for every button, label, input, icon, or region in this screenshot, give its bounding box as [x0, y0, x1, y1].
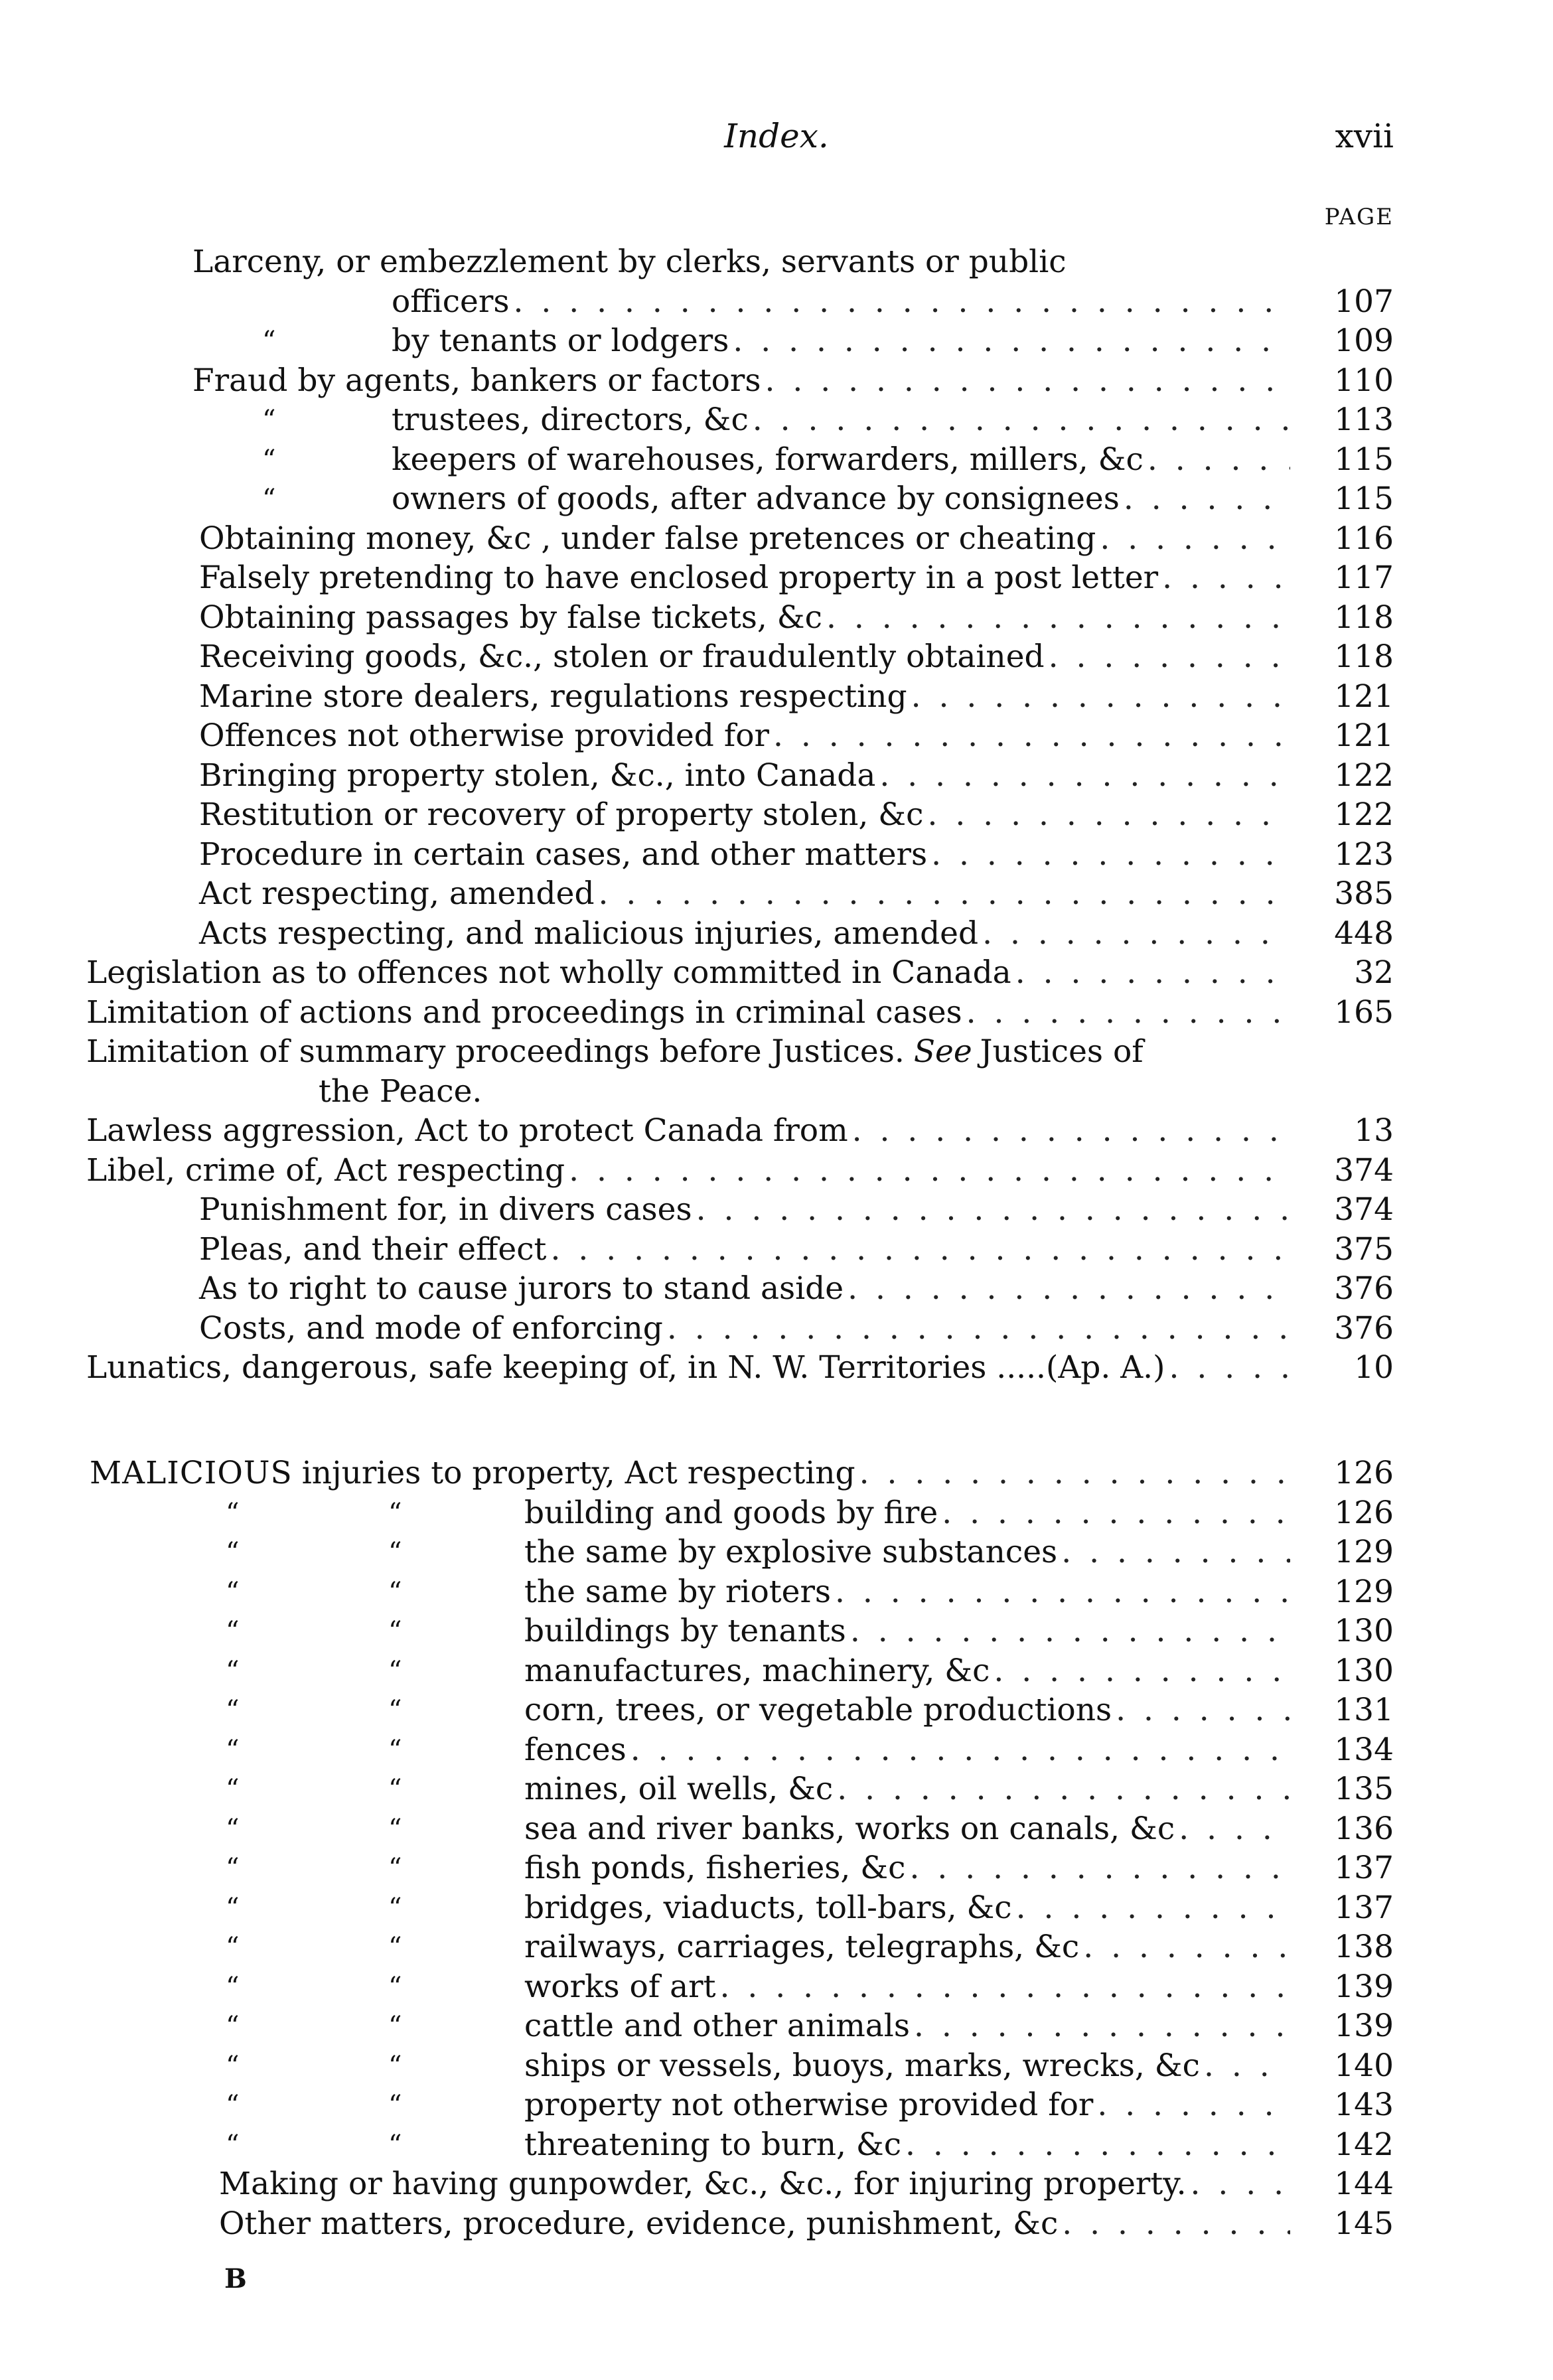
- entry-text: property not otherwise provided for: [524, 2087, 1094, 2123]
- dot-leader: [696, 1190, 1290, 1230]
- index-entry: [199, 519, 1294, 559]
- ditto-mark: “: [226, 1813, 240, 1844]
- ditto-mark: “: [226, 2011, 240, 2042]
- dot-leader: [569, 1151, 1290, 1191]
- entry-text: ships or vessels, buoys, marks, wrecks, &c: [524, 2047, 1200, 2084]
- dot-leader: [1191, 2164, 1290, 2204]
- dot-leader: [1097, 2085, 1290, 2125]
- page-reference: 107: [1334, 283, 1394, 320]
- page-reference: 122: [1334, 796, 1394, 833]
- dot-leader: [942, 1493, 1290, 1533]
- page-reference: 122: [1334, 757, 1394, 794]
- see-reference: See: [913, 1033, 972, 1070]
- ditto-mark: “: [262, 444, 276, 475]
- index-entry: [199, 558, 1294, 598]
- entry-text: Offences not otherwise provided for: [199, 717, 769, 754]
- dot-leader: [1100, 519, 1290, 559]
- malicious-item: [524, 2046, 1294, 2086]
- ditto-mark: “: [226, 1734, 240, 1765]
- malicious-tail-item: [219, 2164, 1294, 2204]
- index-entry: [199, 1309, 1294, 1349]
- index-entry: [319, 1072, 1294, 1112]
- index-entry: [199, 914, 1294, 954]
- dot-leader: [1204, 2046, 1290, 2086]
- index-entry: [199, 1190, 1294, 1230]
- index-entry: [199, 1230, 1294, 1270]
- entry-text: Lawless aggression, Act to protect Canada from: [86, 1112, 848, 1149]
- entry-text: cattle and other animals: [524, 2008, 910, 2044]
- ditto-mark: “: [226, 1853, 240, 1884]
- ditto-mark: “: [388, 1892, 402, 1923]
- entry-text: Fraud by agents, bankers or factors: [192, 362, 761, 399]
- page-reference: 10: [1354, 1349, 1394, 1386]
- dot-leader: [1179, 1809, 1290, 1849]
- malicious-item: [524, 2085, 1294, 2125]
- page-reference: 135: [1334, 1771, 1394, 1807]
- index-entry: [199, 598, 1294, 638]
- page-reference: 126: [1334, 1494, 1394, 1531]
- malicious-item: [524, 1611, 1294, 1651]
- page-reference: 144: [1334, 2166, 1394, 2202]
- page-reference: 139: [1334, 2008, 1394, 2044]
- entry-text: Limitation of summary proceedings before Justices.: [86, 1033, 905, 1070]
- entry-text: threatening to burn, &c: [524, 2126, 902, 2163]
- entry-text: Falsely pretending to have enclosed property in a post letter: [199, 559, 1159, 596]
- page-reference: 129: [1334, 1534, 1394, 1570]
- ditto-mark: “: [388, 1734, 402, 1765]
- page-reference: 374: [1334, 1191, 1394, 1228]
- ditto-mark: “: [226, 2090, 240, 2120]
- dot-leader: [1169, 1348, 1290, 1388]
- malicious-item: [524, 1769, 1294, 1809]
- entry-text: manufactures, machinery, &c: [524, 1652, 990, 1689]
- malicious-item: [524, 1730, 1294, 1770]
- entry-text: works of art: [524, 1968, 716, 2005]
- ditto-mark: “: [226, 1971, 240, 2002]
- entry-text: Receiving goods, &c., stolen or fraudulently obtained: [199, 638, 1045, 675]
- page-reference: 134: [1334, 1731, 1394, 1768]
- index-entry: [199, 677, 1294, 717]
- dot-leader: [859, 1453, 1290, 1493]
- page-column-label: PAGE: [1324, 204, 1394, 230]
- page-reference: 130: [1334, 1613, 1394, 1649]
- index-entry: [199, 756, 1294, 796]
- page-reference: 131: [1334, 1692, 1394, 1728]
- dot-leader: [852, 1111, 1290, 1151]
- running-title: Index.: [724, 117, 829, 155]
- entry-text: Bringing property stolen, &c., into Canada: [199, 757, 876, 794]
- dot-leader: [911, 677, 1290, 717]
- index-entry: [199, 637, 1294, 677]
- ditto-mark: “: [226, 1576, 240, 1607]
- dot-leader: [773, 716, 1290, 756]
- entry-text: Lunatics, dangerous, safe keeping of, in N. W. Territories .....(Ap. A.): [86, 1349, 1165, 1386]
- ditto-mark: “: [388, 1971, 402, 2002]
- page-reference: 165: [1334, 994, 1394, 1031]
- index-entry: [192, 242, 1294, 282]
- dot-leader: [1049, 637, 1290, 677]
- malicious-tail-item: [219, 2204, 1294, 2244]
- dot-leader: [1147, 440, 1290, 480]
- dot-leader: [850, 1611, 1290, 1651]
- ditto-mark: “: [388, 1813, 402, 1844]
- page-reference: 13: [1354, 1112, 1394, 1149]
- dot-leader: [982, 914, 1290, 954]
- entry-text: Marine store dealers, regulations respecting: [199, 678, 907, 715]
- ditto-mark: “: [388, 1616, 402, 1647]
- page-reference: 145: [1334, 2205, 1394, 2242]
- dot-leader: [1015, 953, 1290, 993]
- ditto-mark: “: [226, 2050, 240, 2081]
- entry-text: fish ponds, fisheries, &c: [524, 1850, 906, 1886]
- entry-text: Legislation as to offences not wholly committed in Canada: [86, 954, 1011, 991]
- page-reference: 123: [1334, 836, 1394, 873]
- entry-text: Pleas, and their effect: [199, 1230, 547, 1268]
- entry-text: railways, carriages, telegraphs, &c: [524, 1929, 1080, 1965]
- entry-text: Costs, and mode of enforcing: [199, 1309, 663, 1347]
- entry-text: As to right to cause jurors to stand aside: [199, 1270, 844, 1307]
- dot-leader: [1116, 1690, 1290, 1730]
- dot-leader: [720, 1967, 1290, 2007]
- dot-leader: [733, 321, 1290, 361]
- dot-leader: [909, 1848, 1290, 1888]
- malicious-item: [524, 1848, 1294, 1888]
- entry-text: Limitation of actions and proceedings in criminal cases: [86, 994, 962, 1031]
- page-reference: 137: [1334, 1889, 1394, 1926]
- ditto-mark: “: [388, 1537, 402, 1568]
- index-entry: [392, 440, 1294, 480]
- dot-leader: [1016, 1888, 1290, 1928]
- page-reference: 126: [1334, 1455, 1394, 1491]
- entry-text: the same by rioters: [524, 1573, 832, 1610]
- page-reference: 109: [1334, 323, 1394, 359]
- index-entry: [392, 400, 1294, 440]
- dot-leader: [994, 1651, 1290, 1691]
- page-reference: 143: [1334, 2087, 1394, 2123]
- index-entry: [199, 835, 1294, 875]
- ditto-mark: “: [388, 2050, 402, 2081]
- ditto-mark: “: [262, 405, 276, 435]
- malicious-item: [524, 1967, 1294, 2007]
- page-reference: 448: [1334, 915, 1394, 952]
- entry-text: Making or having gunpowder, &c., &c., for injuring property.: [219, 2166, 1187, 2202]
- malicious-item: [524, 1690, 1294, 1730]
- page-reference: 142: [1334, 2126, 1394, 2163]
- page-reference: 115: [1334, 441, 1394, 478]
- index-entry: [199, 795, 1294, 835]
- dot-leader: [765, 361, 1290, 401]
- malicious-item: [524, 1888, 1294, 1928]
- dot-leader: [1061, 1532, 1290, 1572]
- entry-text: owners of goods, after advance by consignees: [392, 481, 1120, 517]
- dot-leader: [826, 598, 1290, 638]
- dot-leader: [905, 2125, 1290, 2165]
- index-entry: [86, 1111, 1294, 1151]
- page-reference: 121: [1334, 717, 1394, 754]
- ditto-mark: “: [226, 1655, 240, 1686]
- page-reference: 121: [1334, 678, 1394, 715]
- see-target: Justices of: [980, 1033, 1144, 1070]
- page-reference: 139: [1334, 1968, 1394, 2005]
- dot-leader: [1062, 2204, 1290, 2244]
- entry-text: Obtaining money, &c , under false pretences or cheating: [199, 520, 1096, 557]
- entry-text: the same by explosive substances: [524, 1534, 1058, 1570]
- page-reference: 117: [1334, 559, 1394, 596]
- entry-text: Obtaining passages by false tickets, &c: [199, 599, 822, 636]
- index-entry: [392, 479, 1294, 519]
- ditto-mark: “: [388, 1576, 402, 1607]
- entry-text: the Peace.: [319, 1073, 482, 1110]
- page-reference: 376: [1334, 1270, 1394, 1307]
- dot-leader: [966, 993, 1290, 1033]
- entry-text: keepers of warehouses, forwarders, millers, &c: [392, 441, 1144, 478]
- entry-text: mines, oil wells, &c: [524, 1771, 834, 1807]
- malicious-item: [524, 1493, 1294, 1533]
- index-entry: [86, 1348, 1294, 1388]
- dot-leader: [1162, 558, 1290, 598]
- ditto-mark: “: [388, 1695, 402, 1726]
- ditto-mark: “: [388, 1853, 402, 1884]
- page-reference: 115: [1334, 481, 1394, 517]
- malicious-item: [524, 1572, 1294, 1612]
- heading-word: MALICIOUS: [90, 1455, 293, 1491]
- malicious-heading: [90, 1453, 1294, 1493]
- index-entry: [86, 1032, 1294, 1072]
- index-entry: [86, 953, 1294, 993]
- entry-text: Libel, crime of, Act respecting: [86, 1152, 565, 1189]
- dot-leader: [599, 874, 1290, 914]
- entry-text: corn, trees, or vegetable productions: [524, 1692, 1112, 1728]
- entry-text: Punishment for, in divers cases: [199, 1191, 692, 1228]
- malicious-item: [524, 1532, 1294, 1572]
- entry-text: Act respecting, amended: [199, 875, 595, 912]
- dot-leader: [630, 1730, 1290, 1770]
- page-reference: 137: [1334, 1850, 1394, 1886]
- dot-leader: [1124, 479, 1290, 519]
- entry-text: bridges, viaducts, toll-bars, &c: [524, 1889, 1012, 1926]
- ditto-mark: “: [226, 2129, 240, 2160]
- page-reference: 136: [1334, 1810, 1394, 1847]
- index-entry: [86, 993, 1294, 1033]
- entry-text: officers: [392, 283, 510, 320]
- ditto-mark: “: [262, 484, 276, 514]
- entry-text: sea and river banks, works on canals, &c: [524, 1810, 1175, 1847]
- ditto-mark: “: [226, 1695, 240, 1726]
- entry-text: trustees, directors, &c: [392, 402, 749, 438]
- ditto-mark: “: [262, 326, 276, 356]
- page-reference: 110: [1334, 362, 1394, 399]
- dot-leader: [513, 282, 1290, 322]
- page-reference: 116: [1334, 520, 1394, 557]
- entry-text: buildings by tenants: [524, 1613, 846, 1649]
- dot-leader: [914, 2006, 1290, 2046]
- ditto-mark: “: [388, 2090, 402, 2120]
- signature-mark: B: [224, 2263, 247, 2294]
- ditto-mark: “: [226, 1537, 240, 1568]
- malicious-item: [524, 2125, 1294, 2165]
- ditto-mark: “: [226, 1616, 240, 1647]
- page-reference: 374: [1334, 1152, 1394, 1189]
- dot-leader: [753, 400, 1290, 440]
- malicious-item: [524, 2006, 1294, 2046]
- page-reference: 375: [1334, 1230, 1394, 1268]
- page-reference: 130: [1334, 1652, 1394, 1689]
- entry-text: building and goods by fire: [524, 1494, 938, 1531]
- page-reference: 129: [1334, 1573, 1394, 1610]
- ditto-mark: “: [226, 1497, 240, 1528]
- index-entry: [392, 321, 1294, 361]
- entry-text: Restitution or recovery of property stolen, &c: [199, 796, 924, 833]
- dot-leader: [927, 795, 1290, 835]
- index-entry: [192, 361, 1294, 401]
- index-entry: [199, 716, 1294, 756]
- ditto-mark: “: [388, 1497, 402, 1528]
- entry-text: Other matters, procedure, evidence, punishment, &c: [219, 2205, 1059, 2242]
- malicious-item: [524, 1651, 1294, 1691]
- entry-text: by tenants or lodgers: [392, 323, 729, 359]
- entry-text: Acts respecting, and malicious injuries, amended: [199, 915, 979, 952]
- ditto-mark: “: [226, 1774, 240, 1805]
- folio-number: xvii: [1335, 117, 1394, 155]
- entry-text: Larceny, or embezzlement by clerks, servants or public: [192, 244, 1067, 280]
- page-reference: 376: [1334, 1309, 1394, 1347]
- malicious-item: [524, 1809, 1294, 1849]
- heading-rest: injuries to property, Act respecting: [301, 1455, 855, 1491]
- index-entry: [392, 282, 1294, 322]
- page-reference: 138: [1334, 1929, 1394, 1965]
- ditto-mark: “: [226, 1932, 240, 1963]
- dot-leader: [848, 1269, 1290, 1309]
- dot-leader: [837, 1769, 1290, 1809]
- page-reference: 385: [1334, 875, 1394, 912]
- ditto-mark: “: [388, 1932, 402, 1963]
- page-reference: 113: [1334, 402, 1394, 438]
- index-entry: [199, 1269, 1294, 1309]
- ditto-mark: “: [388, 1774, 402, 1805]
- index-entry: [86, 1151, 1294, 1191]
- dot-leader: [667, 1309, 1290, 1349]
- dot-leader: [835, 1572, 1290, 1612]
- dot-leader: [931, 835, 1290, 875]
- page-reference: 118: [1334, 599, 1394, 636]
- page-reference: 118: [1334, 638, 1394, 675]
- ditto-mark: “: [388, 1655, 402, 1686]
- entry-text: fences: [524, 1731, 627, 1768]
- ditto-mark: “: [226, 1892, 240, 1923]
- ditto-mark: “: [388, 2011, 402, 2042]
- dot-leader: [1083, 1927, 1290, 1967]
- dot-leader: [550, 1230, 1290, 1270]
- malicious-item: [524, 1927, 1294, 1967]
- page-reference: 140: [1334, 2047, 1394, 2084]
- dot-leader: [879, 756, 1290, 796]
- index-entry: [199, 874, 1294, 914]
- ditto-mark: “: [388, 2129, 402, 2160]
- page-reference: 32: [1354, 954, 1394, 991]
- entry-text: Procedure in certain cases, and other matters: [199, 836, 928, 873]
